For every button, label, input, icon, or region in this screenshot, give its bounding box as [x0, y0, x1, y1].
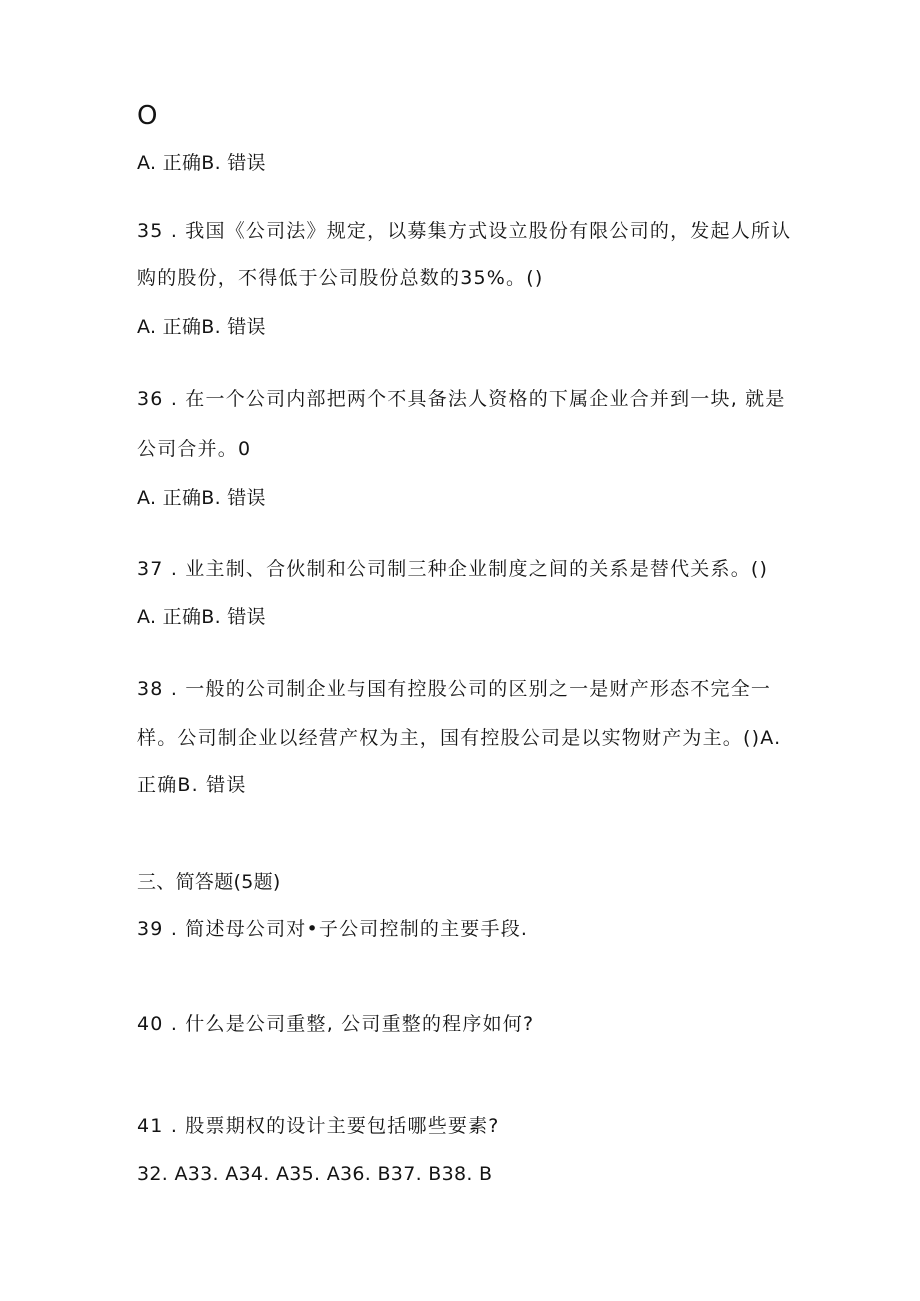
- question-35-line-2: 购的股份，不得低于公司股份总数的35%。(): [137, 267, 544, 289]
- answer-options-37: A. 正确B. 错误: [137, 606, 266, 628]
- question-40: 40 . 什么是公司重整, 公司重整的程序如何?: [137, 1013, 535, 1035]
- question-38-line-2: 样。公司制企业以经营产权为主，国有控股公司是以实物财产为主。()A.: [137, 727, 782, 749]
- question-38-line-3: 正确B. 错误: [137, 774, 247, 796]
- answer-options-34: A. 正确B. 错误: [137, 152, 266, 174]
- question-38-line-1: 38 . 一般的公司制企业与国有控股公司的区别之一是财产形态不完全一: [137, 678, 772, 700]
- question-36-line-1: 36 . 在一个公司内部把两个不具备法人资格的下属企业合并到一块, 就是: [137, 388, 786, 410]
- question-39: 39 . 简述母公司对•子公司控制的主要手段.: [137, 918, 529, 940]
- question-41: 41 . 股票期权的设计主要包括哪些要素?: [137, 1115, 500, 1137]
- question-35-line-1: 35 . 我国《公司法》规定，以募集方式设立股份有限公司的，发起人所认: [137, 220, 792, 242]
- section-heading-short-answer: 三、简答题(5题): [137, 871, 281, 893]
- answer-key: 32. A33. A34. A35. A36. B37. B38. B: [137, 1163, 493, 1185]
- answer-options-35: A. 正确B. 错误: [137, 316, 266, 338]
- top-glyph: O: [137, 101, 158, 131]
- answer-options-36: A. 正确B. 错误: [137, 487, 266, 509]
- question-37-line-1: 37 . 业主制、合伙制和公司制三种企业制度之间的关系是替代关系。(): [137, 558, 769, 580]
- question-36-line-2: 公司合并。0: [137, 438, 252, 460]
